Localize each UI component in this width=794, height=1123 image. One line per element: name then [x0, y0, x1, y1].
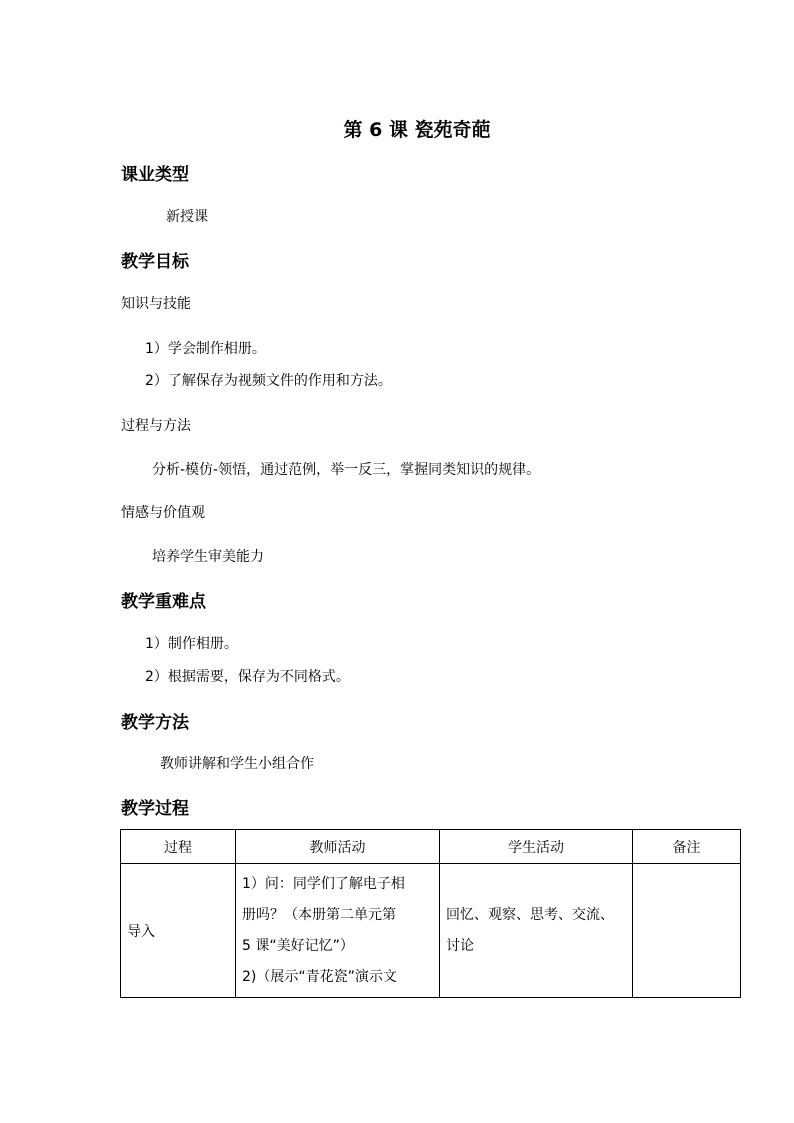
- method-text: 教师讲解和学生小组合作: [160, 756, 314, 772]
- student-activity-cell: [440, 864, 633, 998]
- heading-course-type: 课业类型: [121, 165, 189, 185]
- teacher-activity-line: 5 课“美好记忆”）: [242, 937, 354, 954]
- teacher-activity-line: 2)（展示“青花瓷”演示文: [242, 968, 397, 985]
- course-type-text: 新授课: [166, 209, 208, 225]
- student-activity-line: 回忆、观察、思考、交流、: [446, 906, 614, 923]
- table-header: 过程: [121, 830, 236, 864]
- heading-key-points: 教学重难点: [121, 592, 206, 612]
- emotion-label: 情感与价值观: [121, 505, 205, 521]
- teacher-activity-line: 1）问：同学们了解电子相: [242, 875, 405, 892]
- table-header: 备注: [633, 830, 741, 864]
- student-activity-line: 讨论: [446, 937, 474, 954]
- teacher-activity-line: 册吗？（本册第二单元第: [242, 906, 396, 923]
- table-header: 教师活动: [236, 830, 440, 864]
- process-label: 过程与方法: [121, 418, 191, 434]
- note-cell: [633, 864, 741, 998]
- teacher-activity-cell: [236, 864, 440, 998]
- heading-method: 教学方法: [121, 713, 189, 733]
- process-text: 分析-模仿-领悟，通过范例，举一反三，掌握同类知识的规律。: [152, 462, 541, 478]
- knowledge-item: 2）了解保存为视频文件的作用和方法。: [145, 373, 392, 389]
- heading-objectives: 教学目标: [121, 252, 189, 272]
- table-header-row: [121, 830, 741, 864]
- process-table: [120, 829, 741, 998]
- key-point-item: 1）制作相册。: [145, 636, 238, 652]
- heading-process: 教学过程: [121, 799, 189, 819]
- knowledge-item: 1）学会制作相册。: [145, 341, 266, 357]
- emotion-text: 培养学生审美能力: [152, 549, 264, 565]
- key-point-item: 2）根据需要，保存为不同格式。: [145, 669, 350, 685]
- page-title: 第 6 课 瓷苑奇葩: [343, 119, 491, 141]
- table-row: [121, 864, 741, 998]
- stage-cell: 导入: [121, 864, 236, 998]
- table-header: 学生活动: [440, 830, 633, 864]
- knowledge-label: 知识与技能: [121, 296, 191, 312]
